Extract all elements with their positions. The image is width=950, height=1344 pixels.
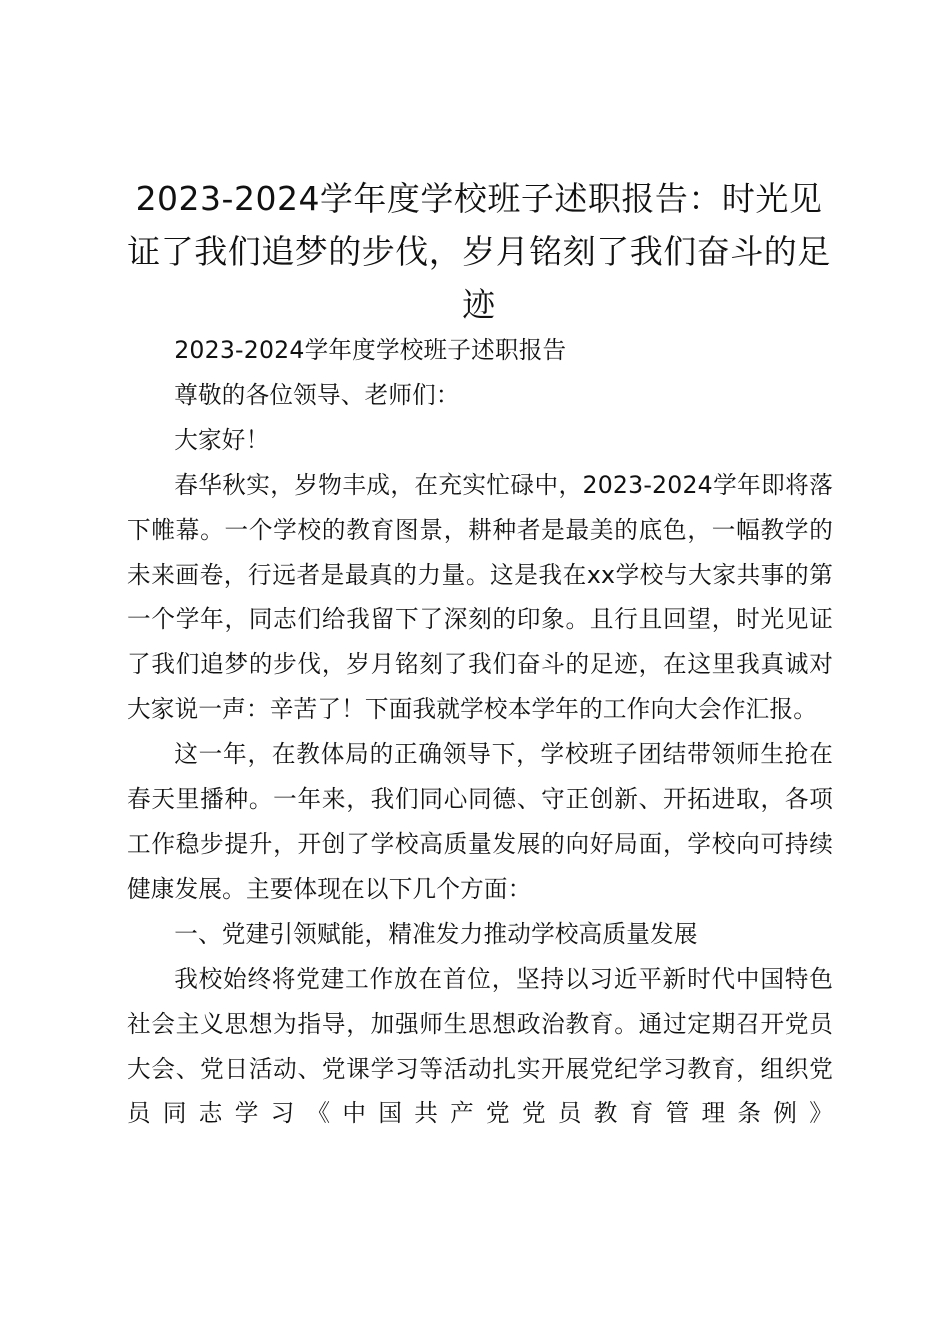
document-title: 2023-2024学年度学校班子述职报告：时光见证了我们追梦的步伐，岁月铭刻了我们奋斗的足迹 [127, 179, 831, 324]
section-1-paragraph: 我校始终将党建工作放在首位，坚持以习近平新时代中国特色社会主义思想为指导，加强师生思想政治教育。通过定期召开党员大会、党日活动、党课学习等活动扎实开展党纪学习教育，组织党员同志学习《中国共产党党员教育管理条例》 [127, 964, 833, 1128]
section-heading-1: 一、党建引领赋能，精准发力推动学校高质量发展 [174, 919, 698, 948]
report-subtitle: 2023-2024学年度学校班子述职报告 [174, 336, 567, 364]
intro-paragraph: 春华秋实，岁物丰成，在充实忙碌中，2023-2024学年即将落下帷幕。一个学校的教育图景，耕种者是最美的底色，一幅教学的未来画卷，行远者是最真的力量。这是我在xx学校与大家共事的第一个学年，同志们给我留下了深刻的印象。且行且回望，时光见证了我们追梦的步伐，岁月铭刻了我们奋斗的足迹，在这里我真诚对大家说一声：辛苦了！下面我就学校本学年的工作向大会作汇报。 [127, 470, 833, 724]
salutation: 尊敬的各位领导、老师们： [174, 380, 460, 409]
overview-paragraph: 这一年，在教体局的正确领导下，学校班子团结带领师生抢在春天里播种。一年来，我们同心同德、守正创新、开拓进取，各项工作稳步提升，开创了学校高质量发展的向好局面，学校向可持续健康发展。主要体现在以下几个方面： [127, 740, 833, 903]
document-body [127, 328, 833, 1136]
greeting: 大家好！ [174, 425, 270, 454]
